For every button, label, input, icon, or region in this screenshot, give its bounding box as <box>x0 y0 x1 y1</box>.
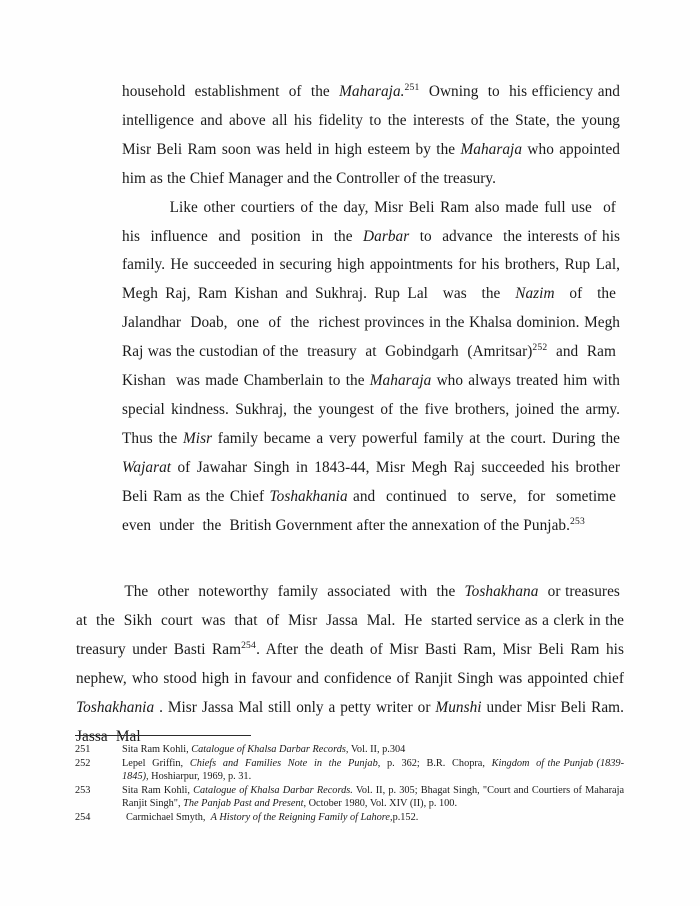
footnote-number: 253 <box>75 784 91 796</box>
italic-term-maharaja: Maharaja <box>460 140 523 158</box>
paragraph-3 <box>76 578 624 751</box>
italic-title: The Panjab Past and Present <box>183 797 304 809</box>
text-run: Owning to his efficiency and intelligence and above all his fidelity to the interests of the State, the young Misr Beli Ram soon was held in high esteem by the <box>122 83 620 158</box>
body-text-block-wide <box>76 578 624 751</box>
text-run: Like other courtiers of the day, Misr Beli Ram also made full use of his influence and position in the <box>122 198 620 245</box>
footnote-marker-252[interactable]: 252 <box>532 342 548 354</box>
text-run: of the Jalandhar Doab, one of the richest provinces in the Khalsa dominion. Megh Raj was the custodian of the treasury at Gobindgarh (Amritsar) <box>122 285 620 361</box>
footnote-marker-254[interactable]: 254 <box>241 639 257 651</box>
text-run: Lepel Griffin, <box>122 757 190 769</box>
italic-title: Catalogue of Khalsa Darbar Records. <box>193 784 353 796</box>
footnote-list <box>75 743 624 824</box>
italic-term-misr: Misr <box>183 429 213 447</box>
italic-term-wajarat: Wajarat <box>122 458 172 476</box>
italic-title: A History of the Reigning Family of Lahore, <box>210 811 393 823</box>
text-run: to advance the interests of his family. He succeeded in securing high appointments for his brothers, Rup Lal, Megh Raj, Ram Kishan and Sukhraj. Rup Lal was the <box>122 227 620 303</box>
text-run: and continued to serve, for sometime even under the British Government after the annexation of the Punjab. <box>122 487 620 534</box>
text-run: . After the death of Misr Basti Ram, Misr Beli Ram his nephew, who stood high in favour and confidence of Ranjit Singh was appointed chief <box>76 640 624 687</box>
footnote-entry <box>75 784 624 810</box>
text-run: under Misr Beli Ram. Jassa Mal <box>76 698 624 745</box>
footnote-text <box>122 811 624 824</box>
text-run: and Ram Kishan was made Chamberlain to the <box>122 343 620 390</box>
text-run: Carmichael Smyth, <box>126 811 211 823</box>
italic-term-toshakhania: Toshakhania <box>76 698 155 716</box>
italic-title: Catalogue of Khalsa Darbar Records, <box>191 744 349 755</box>
text-run: , p. 362; B.R. Chopra, <box>377 757 492 769</box>
text-run: who appointed him as the Chief Manager and the Controller of the treasury. <box>122 140 620 187</box>
footnote-marker-253[interactable]: 253 <box>569 515 585 527</box>
italic-title: Chiefs and Families Note in the Punjab <box>189 757 378 769</box>
text-run: family became a very powerful family at the court. During the <box>212 429 620 447</box>
text-run: of Jawahar Singh in 1843-44, Misr Megh Raj succeeded his brother Beli Ram as the Chief <box>122 458 620 505</box>
paragraph-2 <box>122 194 620 541</box>
footnote-entry <box>75 743 624 756</box>
footnote-number: 252 <box>75 757 91 769</box>
text-run: Vol. II, p. 305; Bhagat Singh, "Court and Courtiers of Maharaja Ranjit Singh", <box>122 784 625 809</box>
footnote-separator-rule <box>75 735 251 736</box>
footnote-marker-251[interactable]: 251 <box>404 81 420 93</box>
italic-term-munshi: Munshi <box>435 698 482 716</box>
text-run: household establishment of the <box>122 83 340 100</box>
italic-term-nazim: Nazim <box>515 285 555 303</box>
paragraph-1 <box>122 78 620 194</box>
text-run: . Misr Jassa Mal still only a petty writer or <box>154 698 436 716</box>
text-run: Sita Ram Kohli, <box>122 784 194 796</box>
text-run: , October 1980, Vol. XIV (II), p. 100. <box>303 797 458 809</box>
footnote-text <box>122 784 624 810</box>
body-text-block <box>122 78 620 541</box>
italic-term-maharaja: Maharaja. <box>339 83 405 100</box>
footnote-number: 254 <box>75 811 91 823</box>
footnote-text <box>122 757 624 783</box>
text-run: Hoshiarpur, 1969, p. 31. <box>148 770 252 782</box>
italic-title: Kingdom of the Punjab (1839-1845), <box>122 757 625 782</box>
italic-term-toshakhania: Toshakhania <box>269 487 348 505</box>
footnote-entry <box>75 757 624 783</box>
text-run: or treasures at the Sikh court was that of Misr Jassa Mal. He started service as a clerk in the treasury under Basti Ram <box>76 583 624 658</box>
italic-term-darbar: Darbar <box>363 227 410 245</box>
italic-term-maharaja: Maharaja <box>369 372 432 390</box>
footnote-text <box>122 743 624 756</box>
text-run: Sita Ram Kohli, <box>122 744 192 755</box>
italic-term-toshakhana: Toshakhana <box>464 583 539 600</box>
text-run: The other noteworthy family associated with the <box>124 583 465 600</box>
footnote-number: 251 <box>75 744 91 755</box>
text-run: who always treated him with special kindness. Sukhraj, the youngest of the five brothers, joined the army. Thus the <box>122 372 620 447</box>
text-run: Vol. II, p.304 <box>348 744 406 755</box>
text-run: p.152. <box>392 811 419 823</box>
footnote-entry <box>75 811 624 824</box>
